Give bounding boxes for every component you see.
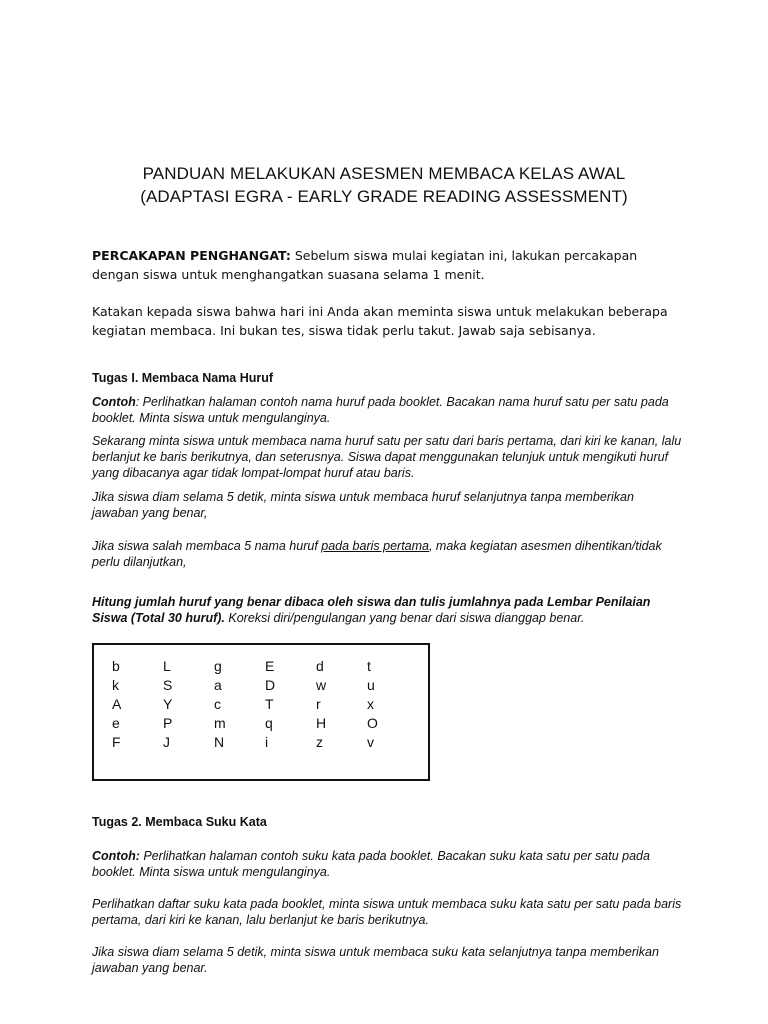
letter-cell: P	[163, 715, 173, 731]
letter-cell: g	[214, 658, 222, 674]
warmup-text: Sebelum siswa mulai kegiatan ini, lakukan percakapan dengan siswa untuk menghangatkan suasana selama 1 menit.	[92, 248, 638, 282]
letter-cell: b	[112, 658, 120, 674]
warmup-paragraph	[92, 246, 672, 284]
letter-cell: c	[214, 696, 221, 712]
task1-scoring-bold: Hitung jumlah huruf yang benar dibaca oleh siswa dan tulis jumlahnya pada Lembar Penilaian Siswa (Total 30 huruf).	[92, 595, 651, 625]
letter-cell: N	[214, 734, 225, 750]
task1-scoring-rest: Koreksi diri/pengulangan yang benar dari siswa dianggap benar.	[224, 611, 585, 625]
task1-example-paragraph	[92, 394, 682, 426]
task2-silence-rule: Jika siswa diam selama 5 detik, minta siswa untuk membaca suku kata selanjutnya tanpa memberikan jawaban yang benar.	[92, 945, 659, 975]
letter-grid-row	[112, 695, 418, 714]
warmup-label: PERCAKAPAN PENGHANGAT:	[92, 248, 291, 263]
task1-heading: Tugas I. Membaca Nama Huruf	[92, 371, 274, 385]
task1-scoring-paragraph	[92, 594, 682, 626]
letter-grid-box	[92, 643, 430, 781]
task1-example-label: Contoh	[92, 395, 136, 409]
task1-instruction-paragraph: Sekarang minta siswa untuk membaca nama huruf satu per satu dari baris pertama, dari kiri ke kanan, lalu berlanjut ke baris berikutnya, dan seterusnya. Siswa dapat menggunakan telunjuk untuk mengikuti huruf yang dibacanya agar tidak lompat-lompat huruf atau baris.	[92, 434, 682, 480]
letter-cell: x	[367, 696, 374, 712]
letter-grid-row	[112, 676, 418, 695]
letter-cell: w	[316, 677, 327, 693]
letter-cell: O	[367, 715, 378, 731]
letter-cell: q	[265, 715, 273, 731]
letter-cell: D	[265, 677, 276, 693]
letter-cell: m	[214, 715, 226, 731]
letter-cell: i	[265, 734, 269, 750]
letter-cell: F	[112, 734, 121, 750]
letter-cell: k	[112, 677, 119, 693]
task1-stop-rule-text: Jika siswa salah membaca 5 nama huruf	[92, 539, 322, 553]
letter-cell: Y	[163, 696, 173, 712]
letter-cell: J	[163, 734, 170, 750]
document-title-line-2: (ADAPTASI EGRA - EARLY GRADE READING ASSESSMENT)	[140, 187, 628, 206]
task2-heading: Tugas 2. Membaca Suku Kata	[92, 815, 267, 829]
letter-cell: e	[112, 715, 120, 731]
task1-example-text: : Perlihatkan halaman contoh nama huruf pada booklet. Bacakan nama huruf satu per satu pada booklet. Minta siswa untuk mengulanginya.	[92, 395, 669, 425]
task2-instruction-paragraph: Perlihatkan daftar suku kata pada booklet, minta siswa untuk membaca suku kata satu per satu pada baris pertama, dari kiri ke kanan, lalu berlanjut ke baris berikutnya.	[92, 897, 682, 927]
letter-cell: r	[316, 696, 321, 712]
task2-example-text: Perlihatkan halaman contoh suku kata pada booklet. Bacakan suku kata satu per satu pada booklet. Minta siswa untuk mengulanginya.	[92, 849, 650, 879]
letter-grid-row	[112, 733, 418, 752]
task1-stop-rule-underlined: pada baris pertama	[321, 539, 429, 553]
letter-cell: z	[316, 734, 323, 750]
letter-cell: T	[265, 696, 274, 712]
letter-cell: u	[367, 677, 375, 693]
letter-grid-row	[112, 657, 418, 676]
task2-example-paragraph	[92, 848, 682, 880]
task1-silence-rule: Jika siswa diam selama 5 detik, minta siswa untuk membaca huruf selanjutnya tanpa memberikan jawaban yang benar,	[92, 490, 634, 520]
warmup-instruction: Katakan kepada siswa bahwa hari ini Anda akan meminta siswa untuk melakukan beberapa kegiatan membaca. Ini bukan tes, siswa tidak perlu takut. Jawab saja sebisanya.	[92, 304, 668, 338]
letter-cell: t	[367, 658, 371, 674]
task1-stop-rule	[92, 538, 682, 570]
letter-cell: d	[316, 658, 324, 674]
letter-cell: L	[163, 658, 171, 674]
task1-stop-rule-text-end: , maka kegiatan asesmen dihentikan/tidak perlu dilanjutkan,	[92, 539, 662, 569]
task2-example-label: Contoh:	[92, 849, 140, 863]
letter-cell: E	[265, 658, 275, 674]
letter-cell: A	[112, 696, 122, 712]
letter-cell: a	[214, 677, 222, 693]
letter-cell: v	[367, 734, 374, 750]
letter-grid-row	[112, 714, 418, 733]
letter-cell: H	[316, 715, 327, 731]
document-title-line-1: PANDUAN MELAKUKAN ASESMEN MEMBACA KELAS AWAL	[142, 164, 626, 183]
letter-grid	[112, 657, 418, 752]
letter-cell: S	[163, 677, 173, 693]
